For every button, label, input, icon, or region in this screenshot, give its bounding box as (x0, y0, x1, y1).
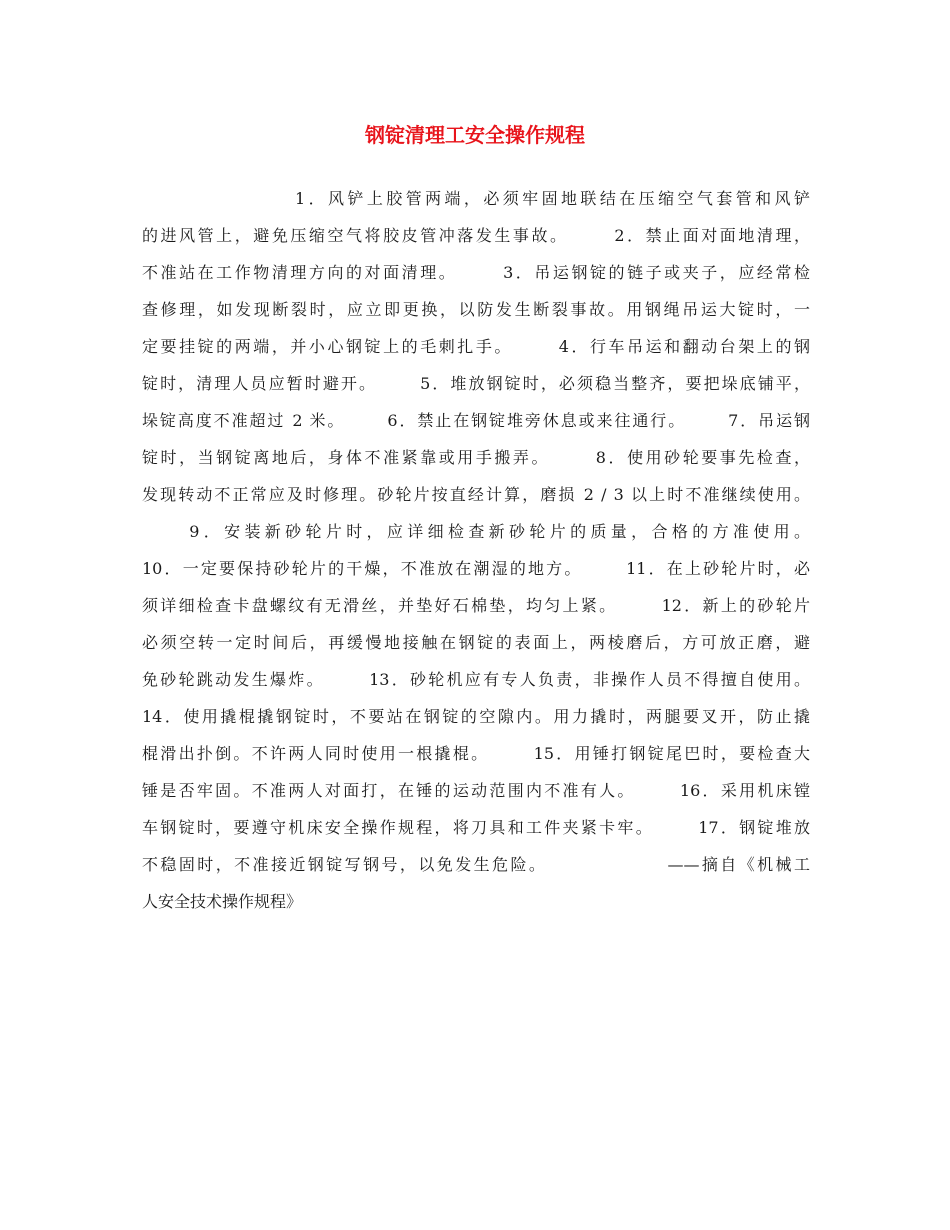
body-line: 锭时，清理人员应暂时避开。 5．堆放钢锭时，必须稳当整齐，要把垛底铺平， (142, 374, 810, 393)
body-line: 不准站在工作物清理方向的对面清理。 3．吊运钢锭的链子或夹子，应经常检 (142, 263, 810, 282)
body-line: 9．安装新砂轮片时，应详细检查新砂轮片的质量，合格的方准使用。 (142, 522, 810, 541)
body-line: 的进风管上，避免压缩空气将胶皮管冲落发生事故。 2．禁止面对面地清理， (142, 226, 810, 245)
body-line: 10．一定要保持砂轮片的干燥，不准放在潮湿的地方。 11．在上砂轮片时，必 (142, 559, 810, 578)
body-line: 须详细检查卡盘螺纹有无滑丝，并垫好石棉垫，均匀上紧。 12．新上的砂轮片 (142, 596, 810, 615)
body-line: 定要挂锭的两端，并小心钢锭上的毛刺扎手。 4．行车吊运和翻动台架上的钢 (142, 337, 810, 356)
body-line: 不稳固时，不准接近钢锭写钢号，以免发生危险。 ——摘自《机械工 (142, 855, 810, 874)
body-line: 1．风铲上胶管两端，必须牢固地联结在压缩空气套管和风铲 (142, 189, 810, 208)
document-body (142, 180, 810, 920)
body-line: 必须空转一定时间后，再缓慢地接触在钢锭的表面上，两棱磨后，方可放正磨，避 (142, 633, 810, 652)
body-line: 免砂轮跳动发生爆炸。 13．砂轮机应有专人负责，非操作人员不得擅自使用。 (142, 670, 810, 689)
body-line: 棍滑出扑倒。不许两人同时使用一根撬棍。 15．用锤打钢锭尾巴时，要检查大 (142, 744, 810, 763)
document-title: 钢锭清理工安全操作规程 (365, 123, 585, 147)
body-line: 车钢锭时，要遵守机床安全操作规程，将刀具和工件夹紧卡牢。 17．钢锭堆放 (142, 818, 810, 837)
body-line: 查修理，如发现断裂时，应立即更换，以防发生断裂事故。用钢绳吊运大锭时，一 (142, 300, 810, 319)
body-line: 垛锭高度不准超过 2 米。 6．禁止在钢锭堆旁休息或来往通行。 7．吊运钢 (142, 411, 810, 430)
body-line: 发现转动不正常应及时修理。砂轮片按直经计算，磨损 2 / 3 以上时不准继续使用。 (142, 485, 810, 504)
body-line: 14．使用撬棍撬钢锭时，不要站在钢锭的空隙内。用力撬时，两腿要叉开，防止撬 (142, 707, 810, 726)
body-line: 锭时，当钢锭离地后，身体不准紧靠或用手搬弄。 8．使用砂轮要事先检查， (142, 448, 810, 467)
body-line: 人安全技术操作规程》 (142, 892, 303, 911)
body-line: 锤是否牢固。不准两人对面打，在锤的运动范围内不准有人。 16．采用机床镗 (142, 781, 810, 800)
